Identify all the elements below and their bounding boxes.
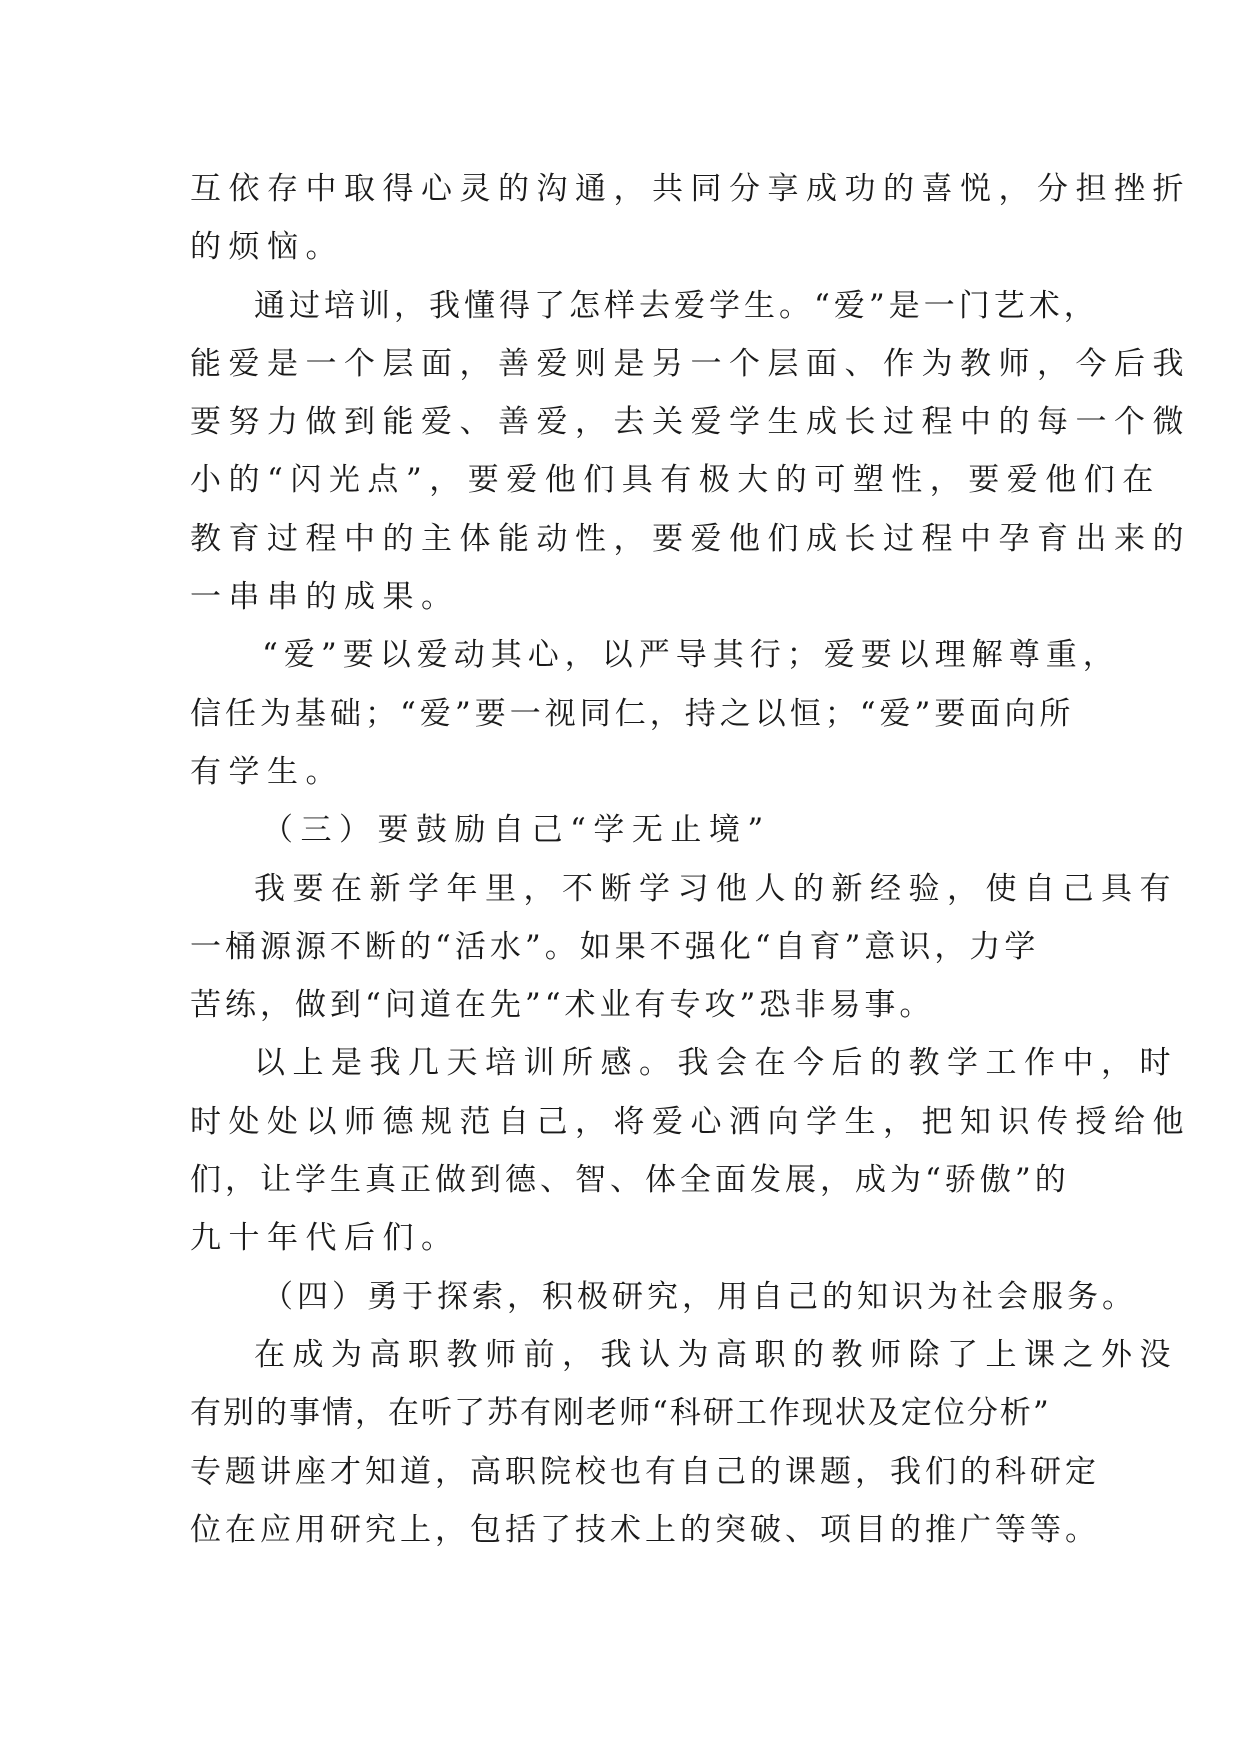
text-line: 九十年代后们。 xyxy=(190,1220,460,1257)
text-line: 苦练，做到“问道在先”“术业有专攻”恐非易事。 xyxy=(190,987,935,1024)
text-line: 能爱是一个层面，善爱则是另一个层面、作为教师，今后我 xyxy=(190,345,1191,382)
section-heading: （三）要鼓励自己“学无止境” xyxy=(262,812,771,849)
paragraph-start: “爱”要以爱动其心，以严导其行；爱要以理解尊重， xyxy=(262,637,1120,674)
text-line: 有学生。 xyxy=(190,753,344,790)
text-line: 教育过程中的主体能动性，要爱他们成长过程中孕育出来的 xyxy=(190,520,1191,557)
text-line: 一串串的成果。 xyxy=(190,579,460,616)
paragraph-start: 通过培训，我懂得了怎样去爱学生。“爱”是一门艺术， xyxy=(254,287,1099,324)
paragraph-start: 在成为高职教师前，我认为高职的教师除了上课之外没 xyxy=(254,1336,1178,1373)
text-line: 专题讲座才知道，高职院校也有自己的课题，我们的科研定 xyxy=(190,1453,1100,1490)
text-line: 信任为基础；“爱”要一视同仁，持之以恒；“爱”要面向所 xyxy=(190,695,1075,732)
document-body xyxy=(190,160,1191,1559)
text-line: 一桶源源不断的“活水”。如果不强化“自育”意识，力学 xyxy=(190,928,1040,965)
paragraph-start: 我要在新学年里，不断学习他人的新经验，使自己具有 xyxy=(254,870,1178,907)
text-line: 有别的事情，在听了苏有刚老师“科研工作现状及定位分析” xyxy=(190,1395,1051,1432)
text-line: 小的“闪光点”，要爱他们具有极大的可塑性，要爱他们在 xyxy=(190,462,1161,499)
text-line: 要努力做到能爱、善爱，去关爱学生成长过程中的每一个微 xyxy=(190,404,1191,441)
text-line: 位在应用研究上，包括了技术上的突破、项目的推广等等。 xyxy=(190,1511,1100,1548)
text-line: 时处处以师德规范自己，将爱心洒向学生，把知识传授给他 xyxy=(190,1103,1191,1140)
paragraph-start: 以上是我几天培训所感。我会在今后的教学工作中，时 xyxy=(254,1045,1178,1082)
text-line: 们，让学生真正做到德、智、体全面发展，成为“骄傲”的 xyxy=(190,1162,1070,1199)
text-line: 的烦恼。 xyxy=(190,229,344,266)
text-line: 互依存中取得心灵的沟通，共同分享成功的喜悦，分担挫折 xyxy=(190,171,1191,207)
section-heading: （四）勇于探索，积极研究，用自己的知识为社会服务。 xyxy=(262,1278,1137,1315)
